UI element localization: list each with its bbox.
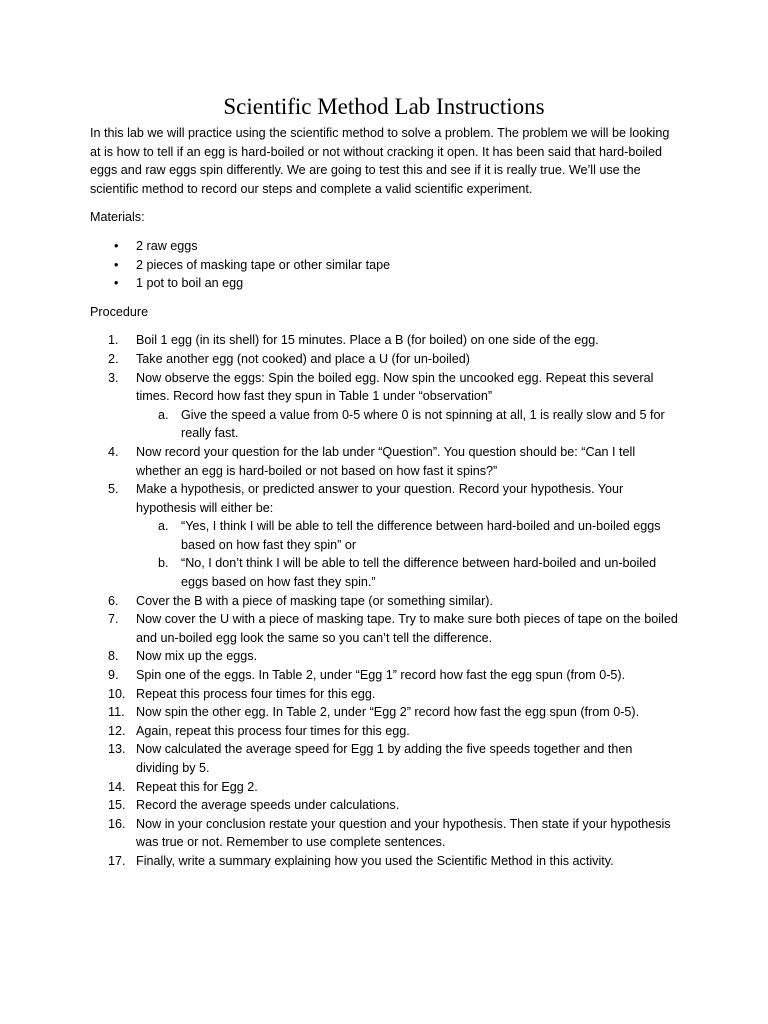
step-text: Make a hypothesis, or predicted answer to your question. Record your hypothesis. Your hypothesis will either be: [136, 482, 624, 515]
procedure-step [90, 815, 678, 852]
step-number: 11. [108, 705, 125, 720]
step-number: 5. [108, 482, 119, 497]
materials-list [90, 237, 678, 293]
procedure-step [90, 740, 678, 777]
procedure-step [90, 331, 678, 350]
step-text: Repeat this for Egg 2. [136, 779, 258, 794]
document-page [90, 92, 678, 871]
sub-step-text: “No, I don’t think I will be able to tell the difference between hard-boiled and un-boiled eggs based on how fast they spin.” [181, 556, 657, 590]
procedure-heading: Procedure [90, 304, 149, 319]
sub-step [136, 517, 678, 554]
step-text: Record the average speeds under calculations. [136, 798, 400, 813]
step-number: 1. [108, 333, 119, 348]
step-number: 14. [108, 779, 126, 794]
list-item [90, 256, 678, 275]
step-number: 4. [108, 444, 119, 459]
sub-step-text: “Yes, I think I will be able to tell the difference between hard-boiled and un-boiled eggs based on how fast they spin” or [181, 519, 661, 552]
step-text: Take another egg (not cooked) and place a U (for un-boiled) [136, 351, 470, 366]
sub-step-letter: b. [158, 556, 169, 571]
sub-step [136, 554, 678, 591]
step-number: 6. [108, 593, 119, 608]
bullet-icon: • [114, 257, 119, 272]
step-text: Again, repeat this process four times for this egg. [136, 723, 410, 738]
step-text: Repeat this process four times for this egg. [136, 686, 376, 701]
step-text: Now cover the U with a piece of masking tape. Try to make sure both pieces of tape on the boiled and un-boiled egg look the same so you can’t tell the difference. [136, 612, 678, 645]
step-number: 9. [108, 668, 119, 683]
procedure-step [90, 443, 678, 480]
step-number: 3. [108, 370, 119, 385]
step-number: 13. [108, 742, 126, 757]
procedure-step [90, 350, 678, 369]
step-number: 10. [108, 686, 126, 701]
sub-step [136, 406, 678, 443]
sub-step-list [136, 517, 678, 591]
step-text: Finally, write a summary explaining how you used the Scientific Method in this activity. [136, 853, 614, 868]
procedure-step [90, 610, 678, 647]
procedure-step [90, 852, 678, 871]
procedure-step [90, 778, 678, 797]
materials-heading: Materials: [90, 210, 145, 225]
document-title: Scientific Method Lab Instructions [223, 94, 545, 119]
list-item-text: 2 raw eggs [136, 238, 198, 253]
step-text: Boil 1 egg (in its shell) for 15 minutes. Place a B (for boiled) on one side of the egg. [136, 333, 599, 348]
step-text: Spin one of the eggs. In Table 2, under “Egg 1” record how fast the egg spun (from 0-5). [136, 668, 626, 683]
procedure-step [90, 369, 678, 443]
step-number: 2. [108, 351, 119, 366]
step-text: Now spin the other egg. In Table 2, under “Egg 2” record how fast the egg spun (from 0-5). [136, 705, 640, 720]
intro-paragraph: In this lab we will practice using the scientific method to solve a problem. The problem we will be looking at is how to tell if an egg is hard-boiled or not without cracking it open. It has been said that hard-boiled eggs and raw eggs spin differently. We are going to test this and see if it is really true. We’ll use the scientific method to record our steps and complete a valid scientific experiment. [90, 126, 670, 196]
step-text: Now mix up the eggs. [136, 649, 258, 664]
step-number: 17. [108, 853, 126, 868]
list-item [90, 237, 678, 256]
step-text: Now record your question for the lab under “Question”. You question should be: “Can I tell whether an egg is hard-boiled or not based on how fast it spins?” [136, 444, 636, 478]
step-text: Now in your conclusion restate your question and your hypothesis. Then state if your hypothesis was true or not. Remember to use complete sentences. [136, 816, 671, 850]
procedure-step [90, 703, 678, 722]
procedure-step [90, 647, 678, 666]
procedure-step [90, 685, 678, 704]
sub-step-letter: a. [158, 519, 169, 534]
step-number: 7. [108, 612, 119, 627]
sub-step-text: Give the speed a value from 0-5 where 0 is not spinning at all, 1 is really slow and 5 for really fast. [181, 407, 665, 441]
procedure-step [90, 796, 678, 815]
list-item [90, 274, 678, 293]
step-text: Now calculated the average speed for Egg 1 by adding the five speeds together and then dividing by 5. [136, 742, 633, 775]
step-text: Cover the B with a piece of masking tape (or something similar). [136, 593, 493, 608]
step-number: 16. [108, 816, 126, 831]
step-text: Now observe the eggs: Spin the boiled egg. Now spin the uncooked egg. Repeat this several times. Record how fast they spun in Table 1 under “observation” [136, 370, 654, 404]
step-number: 8. [108, 649, 119, 664]
sub-step-letter: a. [158, 407, 169, 422]
sub-step-list [136, 406, 678, 443]
procedure-step [90, 666, 678, 685]
list-item-text: 2 pieces of masking tape or other similar tape [136, 257, 391, 272]
procedure-step [90, 480, 678, 592]
list-item-text: 1 pot to boil an egg [136, 276, 244, 291]
bullet-icon: • [114, 276, 119, 291]
bullet-icon: • [114, 238, 119, 253]
step-number: 12. [108, 723, 126, 738]
procedure-list [90, 331, 678, 870]
step-number: 15. [108, 798, 126, 813]
procedure-step [90, 722, 678, 741]
procedure-step [90, 592, 678, 611]
